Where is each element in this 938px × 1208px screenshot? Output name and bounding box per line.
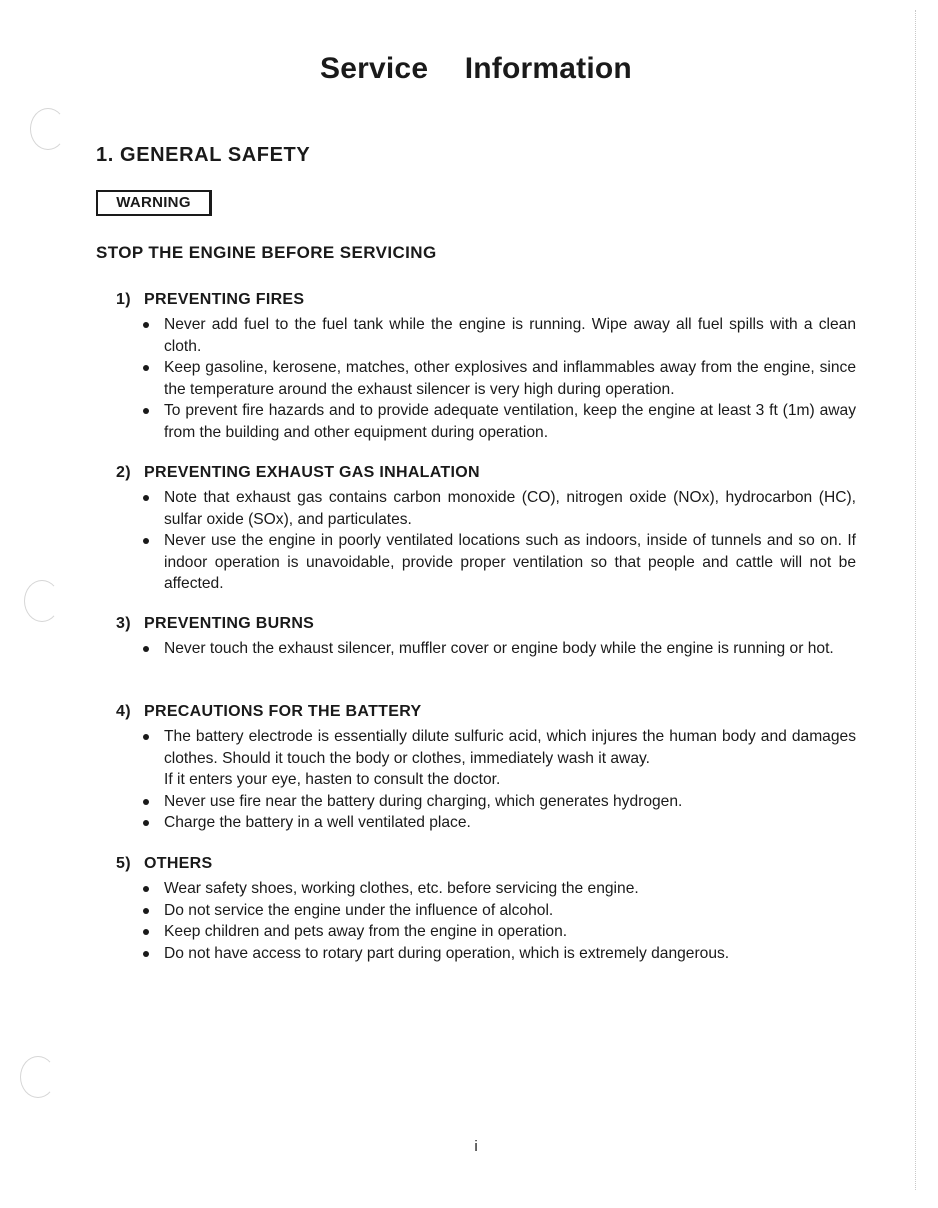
- list-item: Never touch the exhaust silencer, muffler cover or engine body while the engine is running or hot.: [116, 638, 856, 660]
- subsection-number: 4): [116, 703, 131, 720]
- bullet-icon: [143, 929, 149, 935]
- bullet-icon: [143, 951, 149, 957]
- subsection-title: PREVENTING EXHAUST GAS INHALATION: [144, 464, 480, 481]
- bullet-icon: [143, 538, 149, 544]
- list-item: Never use the engine in poorly ventilated locations such as indoors, inside of tunnels and so on. If indoor operation is unavoidable, provide proper ventilation so that people and cattle will not be affected.: [116, 530, 856, 595]
- bullet-icon: [143, 646, 149, 652]
- list-item: Charge the battery in a well ventilated place.: [116, 812, 856, 834]
- subsection-preventing-fires: [116, 290, 856, 443]
- punch-hole-mark: [20, 1056, 56, 1098]
- list-item: Note that exhaust gas contains carbon monoxide (CO), nitrogen oxide (NOx), hydrocarbon (HC), sulfar oxide (SOx), and particulates.: [116, 487, 856, 530]
- list-item: Never add fuel to the fuel tank while the engine is running. Wipe away all fuel spills with a clean cloth.: [116, 314, 856, 357]
- subsection-others: [116, 854, 856, 964]
- subsection-heading: [116, 614, 856, 634]
- page-edge-line: [915, 10, 916, 1190]
- subsection-number: 5): [116, 855, 131, 872]
- bullet-icon: [143, 365, 149, 371]
- list-item: Do not have access to rotary part during operation, which is extremely dangerous.: [116, 943, 856, 965]
- subsection-battery: [116, 702, 856, 834]
- list-item-continuation: If it enters your eye, hasten to consult the doctor.: [164, 771, 501, 788]
- list-item: Do not service the engine under the influence of alcohol.: [116, 900, 856, 922]
- list-item: To prevent fire hazards and to provide adequate ventilation, keep the engine at least 3 ft (1m) away from the building and other equipment during operation.: [116, 400, 856, 443]
- bullet-icon: [143, 322, 149, 328]
- list-item: Wear safety shoes, working clothes, etc. before servicing the engine.: [116, 878, 856, 900]
- subsection-title: PREVENTING BURNS: [144, 615, 315, 632]
- bullet-icon: [143, 908, 149, 914]
- subsection-heading: [116, 854, 856, 874]
- punch-hole-mark: [30, 108, 66, 150]
- bullet-icon: [143, 495, 149, 501]
- bullet-icon: [143, 799, 149, 805]
- subsection-exhaust-gas: [116, 463, 856, 595]
- list-item: Keep children and pets away from the engine in operation.: [116, 921, 856, 943]
- stop-engine-heading: STOP THE ENGINE BEFORE SERVICING: [96, 243, 437, 262]
- list-item: Keep gasoline, kerosene, matches, other explosives and inflammables away from the engine, since the temperature around the exhaust silencer is very high during operation.: [116, 357, 856, 400]
- subsection-preventing-burns: [116, 614, 856, 660]
- bullet-list: [116, 314, 856, 443]
- bullet-icon: [143, 408, 149, 414]
- punch-hole-mark: [24, 580, 60, 622]
- list-item: Never use fire near the battery during charging, which generates hydrogen.: [116, 791, 856, 813]
- subsection-number: 2): [116, 464, 131, 481]
- subsection-title: PRECAUTIONS FOR THE BATTERY: [144, 703, 422, 720]
- section-heading: 1. GENERAL SAFETY: [96, 144, 311, 166]
- bullet-list: [116, 487, 856, 595]
- subsection-title: OTHERS: [144, 855, 213, 872]
- list-item: The battery electrode is essentially dilute sulfuric acid, which injures the human body and damages clothes. Should it touch the body or clothes, immediately wash it away. If it enters your eye, hasten to consult the doctor.: [116, 726, 856, 791]
- bullet-list: [116, 726, 856, 834]
- bullet-icon: [143, 886, 149, 892]
- bullet-icon: [143, 820, 149, 826]
- page-title: Service Information: [320, 52, 632, 85]
- subsection-heading: [116, 290, 856, 310]
- warning-label: WARNING: [96, 190, 212, 216]
- subsection-number: 1): [116, 291, 131, 308]
- subsection-title: PREVENTING FIRES: [144, 291, 305, 308]
- subsection-number: 3): [116, 615, 131, 632]
- subsection-heading: [116, 463, 856, 483]
- bullet-list: [116, 638, 856, 660]
- bullet-icon: [143, 734, 149, 740]
- page-number: i: [474, 1138, 478, 1155]
- bullet-list: [116, 878, 856, 964]
- subsection-heading: [116, 702, 856, 722]
